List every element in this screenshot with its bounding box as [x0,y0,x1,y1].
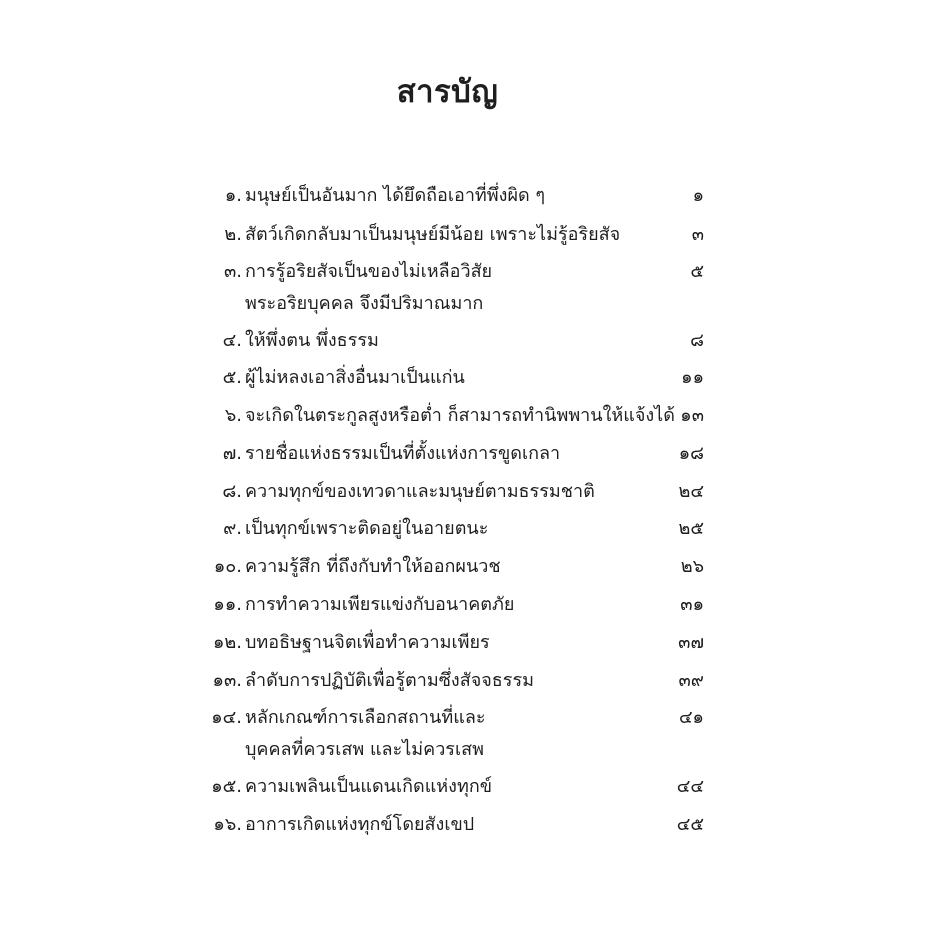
toc-entry-number: ๑๕. [211,776,242,797]
toc-entry-number: ๑๐. [213,556,242,577]
toc-entry-page: ๑๓ [680,405,704,426]
toc-entry-title: ความทุกข์ของเทวดาและมนุษย์ตามธรรมชาติ [245,481,595,502]
toc-entry-number: ๒. [224,224,242,245]
toc-entry-page: ๒๕ [678,518,704,539]
toc-entry-title: การรู้อริยสัจเป็นของไม่เหลือวิสัย [245,261,493,282]
toc-entry-title: จะเกิดในตระกูลสูงหรือต่ำ ก็สามารถทำนิพพานให้แจ้งได้ [245,405,675,426]
toc-entry-title: บทอธิษฐานจิตเพื่อทำความเพียร [245,632,490,653]
toc-entry-page: ๑ [692,185,704,206]
toc-entry-title: สัตว์เกิดกลับมาเป็นมนุษย์มีน้อย เพราะไม่รู้อริยสัจ [245,224,621,245]
toc-entry-page: ๓ [691,224,704,245]
toc-entry-title: ผู้ไม่หลงเอาสิ่งอื่นมาเป็นแก่น [245,367,465,388]
toc-entry-number: ๑. [224,185,242,206]
toc-entry-title: ความเพลินเป็นแดนเกิดแห่งทุกข์ [245,776,493,797]
toc-entry-page: ๑๑ [681,367,704,388]
toc-entry-number: ๓. [223,261,242,282]
toc-entry-title-continued: พระอริยบุคคล จึงมีปริมาณมาก [245,293,484,314]
toc-entry-title: หลักเกณฑ์การเลือกสถานที่และ [245,707,486,728]
toc-entry-number: ๑๒. [212,632,242,653]
toc-entry-title: การทำความเพียรแข่งกับอนาคตภัย [245,594,515,615]
toc-entry-number: ๗. [222,443,242,464]
toc-entry-title-block [245,256,675,320]
toc-entry-number: ๖. [224,405,242,426]
toc-entry-number: ๑๖. [213,814,242,835]
toc-entry-number: ๑๓. [212,670,242,691]
toc-entry-page: ๓๗ [678,632,704,653]
toc-entry-title: ให้พึ่งตน พึ่งธรรม [245,330,379,351]
toc-entry-page: ๔๕ [676,814,704,835]
toc-entry-number: ๑๔. [211,707,242,728]
page-title: สารบัญ [396,74,499,110]
toc-entry-title: เป็นทุกข์เพราะติดอยู่ในอายตนะ [245,518,489,539]
toc-entry-number: ๔. [222,330,242,351]
toc-entry-title: มนุษย์เป็นอันมาก ได้ยึดถือเอาที่พึ่งผิด ๆ [245,185,546,206]
toc-entry-page: ๒๖ [680,556,704,577]
toc-entry-page: ๓๙ [678,670,704,691]
toc-entry-page: ๔๔ [676,776,704,797]
toc-entry-page: ๑๘ [678,443,704,464]
toc-entry-number: ๙. [223,518,242,539]
toc-entry-title: ความรู้สึก ที่ถึงกับทำให้ออกผนวช [245,556,501,577]
toc-entry-title-block [245,702,675,766]
toc-entry-title-continued: บุคคลที่ควรเสพ และไม่ควรเสพ [245,739,484,760]
toc-entry-title: อาการเกิดแห่งทุกข์โดยสังเขป [245,814,475,835]
toc-entry-number: ๘. [222,481,242,502]
toc-entry-page: ๓๑ [680,594,704,615]
toc-entry-title: ลำดับการปฏิบัติเพื่อรู้ตามซึ่งสัจจธรรม [245,670,534,691]
toc-entry-page: ๘ [690,330,704,351]
toc-entry-number: ๕. [222,367,242,388]
toc-entry-page: ๔๑ [678,707,704,728]
toc-entry-page: ๒๔ [678,481,704,502]
toc-entry-number: ๑๑. [213,594,242,615]
toc-entry-title: รายชื่อแห่งธรรมเป็นที่ตั้งแห่งการขูดเกลา [245,443,561,464]
toc-entry-page: ๕ [690,261,704,282]
